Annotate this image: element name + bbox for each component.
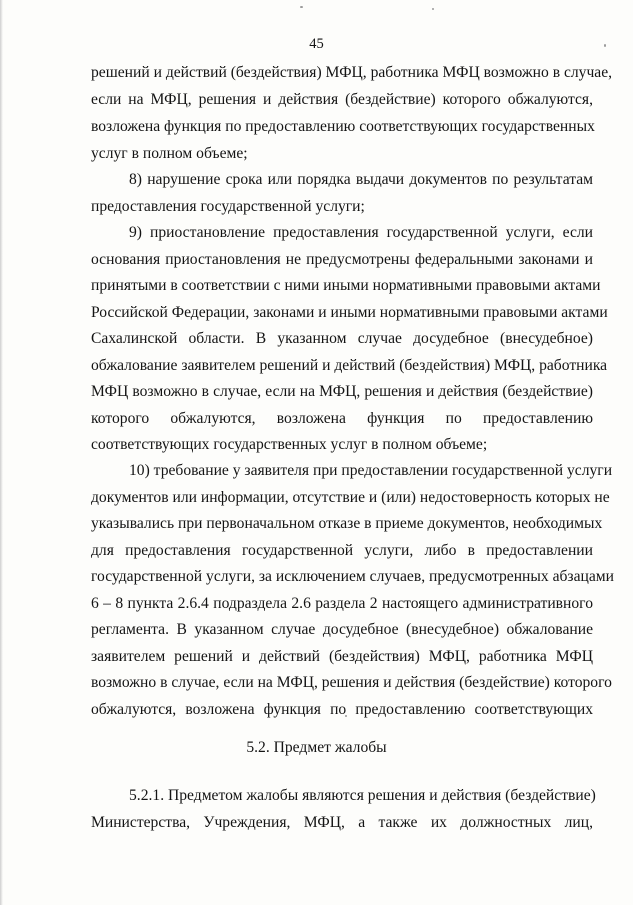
text-line: Сахалинской области. В указанном случае досудебное (внесудебное): [91, 330, 593, 347]
text-line: основания приостановления не предусмотрены федеральными законами и: [91, 251, 593, 268]
text-line: которого обжалуются, возложена функция по предоставлению: [91, 410, 593, 427]
text-line: 10) требование у заявителя при предоставлении государственной услуги: [129, 462, 613, 479]
text-line: заявителем решений и действий (бездействия) МФЦ, работника МФЦ: [91, 648, 593, 665]
text-line: решений и действий (бездействия) МФЦ, работника МФЦ возможно в случае,: [91, 64, 613, 81]
text-line: принятыми в соответствии с ними иными нормативными правовыми актами: [91, 277, 601, 294]
text-line: обжалуются, возложена функция по предоставлению соответствующих: [91, 701, 593, 718]
scan-speck: [432, 8, 434, 10]
text-line: документов или информации, отсутствие и (или) недостоверность которых не: [91, 489, 610, 506]
text-line: 8) нарушение срока или порядка выдачи документов по результатам: [129, 171, 593, 188]
section-heading: 5.2. Предмет жалобы: [246, 739, 387, 756]
scan-edge: [0, 0, 3, 905]
text-line: указывались при первоначальном отказе в приеме документов, необходимых: [91, 515, 603, 532]
page-number: 45: [309, 36, 324, 52]
scan-speck: [300, 6, 303, 8]
text-line: государственной услуги, за исключением случаев, предусмотренных абзацами: [91, 568, 614, 585]
text-line: возможно в случае, если на МФЦ, решения и действия (бездействие) которого: [91, 674, 612, 691]
text-line: 9) приостановление предоставления государственной услуги, если: [129, 224, 593, 241]
text-line: для предоставления государственной услуги, либо в предоставлении: [91, 542, 593, 559]
text-line: Министерства, Учреждения, МФЦ, а также их должностных лиц,: [91, 814, 593, 831]
text-line: соответствующих государственных услуг в полном объеме;: [91, 436, 488, 453]
text-line: 5.2.1. Предметом жалобы являются решения и действия (бездействие): [129, 787, 596, 804]
text-line: возложена функция по предоставлению соответствующих государственных: [91, 118, 595, 135]
text-line: предоставления государственной услуги;: [91, 198, 365, 215]
text-line: регламента. В указанном случае досудебное (внесудебное) обжалование: [91, 621, 593, 638]
text-line: 6 – 8 пункта 2.6.4 подраздела 2.6 раздела 2 настоящего административного: [91, 595, 593, 612]
text-line: услуг в полном объеме;: [91, 145, 248, 162]
text-line: МФЦ возможно в случае, если на МФЦ, решения и действия (бездействие): [91, 383, 593, 400]
text-line: Российской Федерации, законами и иными нормативными правовыми актами: [91, 304, 608, 321]
text-line: обжалование заявителем решений и действий (бездействия) МФЦ, работника: [91, 357, 608, 374]
text-line: если на МФЦ, решения и действия (бездействие) которого обжалуются,: [91, 91, 593, 108]
